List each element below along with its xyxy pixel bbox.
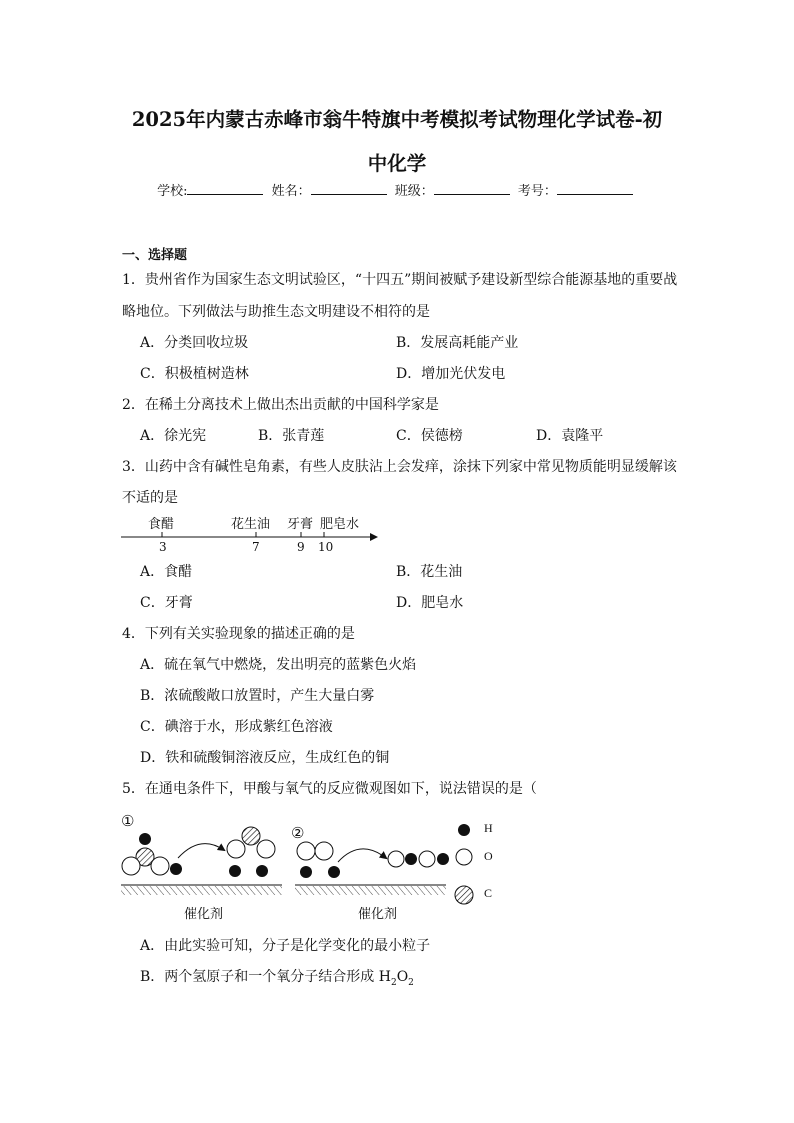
reaction-step-2 (295, 842, 449, 895)
ph-scale (121, 532, 376, 537)
q2-option-a[interactable]: A．徐光宪 (140, 428, 207, 444)
legend-label-c: C (484, 886, 493, 900)
catalyst-label-2: 催化剂 (358, 907, 398, 922)
atom-h (437, 853, 449, 865)
q2-option-b[interactable]: B．张青莲 (258, 428, 325, 444)
atom-o (122, 857, 140, 875)
q3-stem-line1: 3．山药中含有碱性皂角素，有些人皮肤沾上会发痒，涂抹下列家中常见物质能明显缓解该 (122, 459, 677, 475)
legend-label-h: H (484, 821, 493, 835)
q1-option-b[interactable]: B．发展高耗能产业 (396, 335, 519, 351)
atom-o (419, 851, 435, 867)
q3-stem-line2: 不适的是 (122, 490, 178, 506)
school-label: 学校: (157, 184, 188, 199)
reaction-step-1 (121, 827, 282, 895)
legend-label-o: O (484, 849, 493, 863)
legend-h-icon (458, 824, 470, 836)
atom-legend (455, 824, 473, 904)
scale-label-soap-water: 肥皂水 (320, 517, 360, 532)
scale-label-vinegar: 食醋 (148, 517, 175, 532)
legend-o-icon (456, 849, 472, 865)
atom-o (297, 842, 315, 860)
section-heading: 一、选择题 (122, 248, 188, 263)
q2-stem: 2．在稀土分离技术上做出杰出贡献的中国科学家是 (122, 397, 439, 413)
legend-c-icon (455, 886, 473, 904)
q5-option-b-text: B．两个氢原子和一个氧分子结合形成 H (140, 969, 391, 985)
atom-h (139, 833, 151, 845)
q3-option-d[interactable]: D．肥皂水 (396, 595, 464, 611)
q5-option-b[interactable]: B．两个氢原子和一个氧分子结合形成 $H_2O_2$ (140, 969, 414, 988)
q1-stem-line1: 1．贵州省作为国家生态文明试验区，“十四五”期间被赋予建设新型综合能源基地的重要战 (122, 272, 678, 288)
exam-title-line2: 中化学 (367, 152, 427, 175)
q4-option-d[interactable]: D．铁和硫酸铜溶液反应，生成红色的铜 (140, 750, 390, 766)
atom-h (300, 866, 312, 878)
q4-option-b[interactable]: B．浓硫酸敞口放置时，产生大量白雾 (140, 688, 375, 704)
q3-option-a[interactable]: A．食醋 (140, 564, 193, 580)
q4-option-a[interactable]: A．硫在氧气中燃烧，发出明亮的蓝紫色火焰 (140, 657, 417, 673)
name-label: 姓名： (271, 184, 311, 199)
atom-o (151, 857, 169, 875)
scale-tick-10: 10 (318, 540, 334, 554)
reaction-arrow-1 (178, 844, 224, 858)
atom-o (227, 840, 245, 858)
q2-option-d[interactable]: D．袁隆平 (536, 428, 604, 444)
q5-option-a[interactable]: A．由此实验可知，分子是化学变化的最小粒子 (140, 938, 431, 954)
catalyst-surface-1 (121, 886, 282, 895)
q3-option-b[interactable]: B．花生油 (396, 564, 463, 580)
q1-stem-line2: 略地位。下列做法与助推生态文明建设不相符的是 (122, 304, 430, 320)
catalyst-label-1: 催化剂 (184, 907, 224, 922)
q1-option-c[interactable]: C．积极植树造林 (140, 366, 249, 382)
scale-tick-9: 9 (297, 540, 305, 554)
atom-h (256, 865, 268, 877)
scale-label-toothpaste: 牙膏 (287, 517, 314, 532)
reaction-arrow-2 (338, 849, 386, 862)
atom-c (242, 827, 260, 845)
step-1-marker: ① (121, 812, 135, 830)
scale-label-peanut-oil: 花生油 (231, 517, 271, 532)
q4-stem: 4．下列有关实验现象的描述正确的是 (122, 626, 355, 642)
q4-option-c[interactable]: C．碘溶于水，形成紫红色溶液 (140, 719, 333, 735)
step-2-marker: ② (291, 824, 305, 842)
q2-option-c[interactable]: C．侯德榜 (396, 428, 463, 444)
scale-tick-7: 7 (252, 540, 260, 554)
atom-o (388, 851, 404, 867)
q1-option-d[interactable]: D．增加光伏发电 (396, 366, 506, 382)
q5-stem: 5．在通电条件下，甲酸与氧气的反应微观图如下，说法错误的是（ (122, 781, 537, 797)
atom-h (328, 866, 340, 878)
atom-h (170, 863, 182, 875)
atom-o (315, 842, 333, 860)
atom-o (257, 840, 275, 858)
atom-h (229, 865, 241, 877)
catalyst-surface-2 (295, 886, 446, 895)
exam-title-line1: 2025年内蒙古赤峰市翁牛特旗中考模拟考试物理化学试卷-初 (131, 108, 663, 131)
class-label: 班级： (394, 184, 434, 199)
q1-option-a[interactable]: A．分类回收垃圾 (140, 335, 249, 351)
exam-no-label: 考号： (517, 184, 557, 199)
atom-h (405, 853, 417, 865)
scale-tick-3: 3 (159, 540, 167, 554)
q3-option-c[interactable]: C．牙膏 (140, 595, 193, 611)
